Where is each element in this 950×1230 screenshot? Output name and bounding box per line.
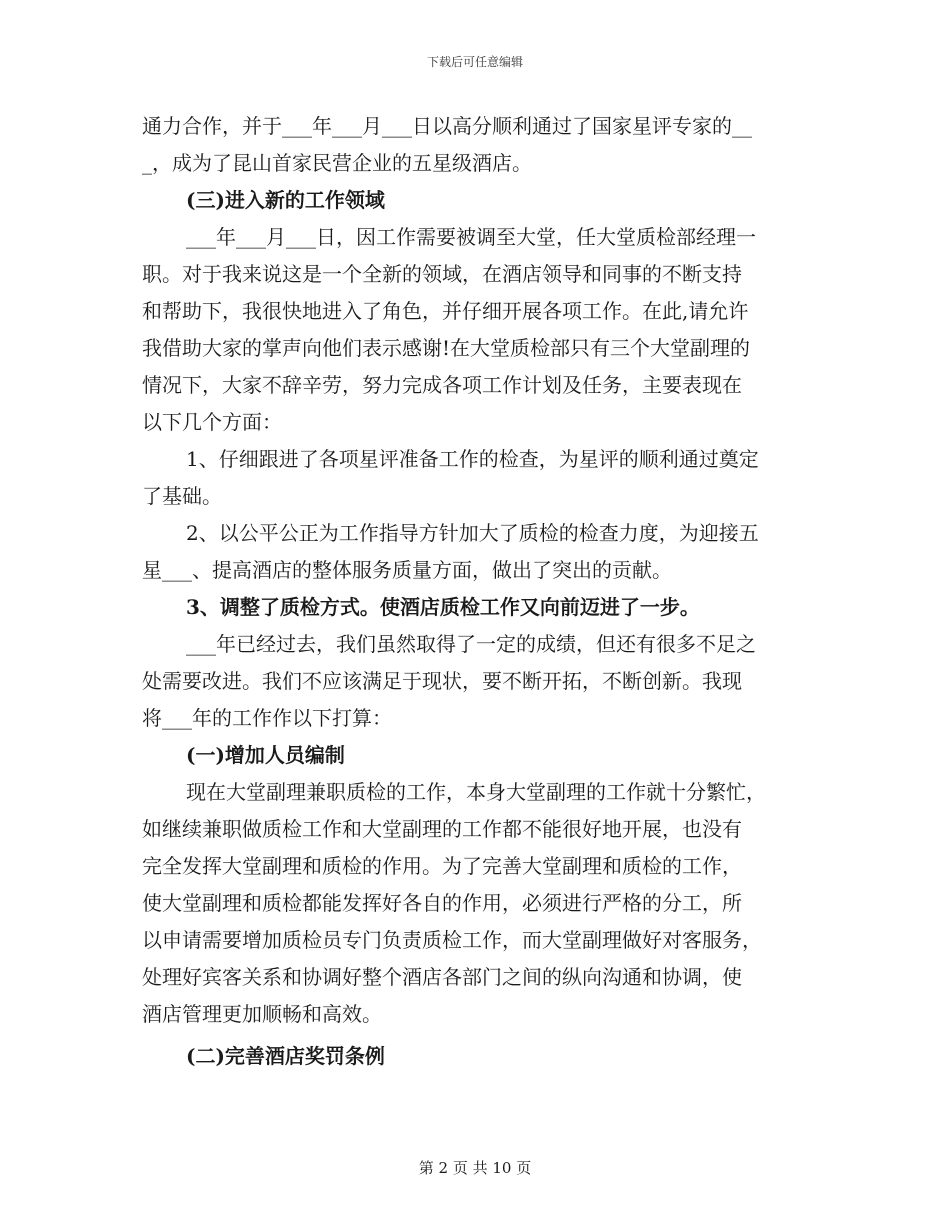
- body-line: 处需要改进。我们不应该满足于现状，要不断开拓，不断创新。我现: [142, 669, 742, 693]
- list-item: 2、以公平公正为工作指导方针加大了质检的检查力度，为迎接五: [186, 521, 759, 545]
- list-item: 1、仔细跟进了各项星评准备工作的检查，为星评的顺利通过奠定: [186, 447, 759, 471]
- body-line: ___年___月___日，因工作需要被调至大堂，任大堂质检部经理一: [186, 225, 756, 249]
- list-item-heading: 3、调整了质检方式。使酒店质检工作又向前迈进了一步。: [186, 595, 700, 619]
- page-header: 下载后可任意编辑: [426, 55, 523, 69]
- body-line: 处理好宾客关系和协调好整个酒店各部门之间的纵向沟通和协调，使: [142, 965, 742, 989]
- body-line: 以下几个方面：: [142, 410, 282, 434]
- body-line: 现在大堂副理兼职质检的工作，本身大堂副理的工作就十分繁忙，: [186, 780, 766, 804]
- section-heading: (二)完善酒店奖罚条例: [186, 1044, 385, 1068]
- body-line: 和帮助下，我很快地进入了角色，并仔细开展各项工作。在此,请允许: [142, 299, 749, 323]
- body-line: 通力合作，并于___年___月___日以高分顺利通过了国家星评专家的__: [142, 114, 752, 138]
- body-line: _，成为了昆山首家民营企业的五星级酒店。: [142, 151, 532, 175]
- body-line: 酒店管理更加顺畅和高效。: [142, 1002, 382, 1026]
- body-line: 使大堂副理和质检都能发挥好各自的作用，必须进行严格的分工，所: [142, 891, 742, 915]
- page-number: 第 2 页 共 10 页: [418, 1159, 532, 1177]
- section-heading: (一)增加人员编制: [186, 743, 345, 767]
- body-line: 情况下，大家不辞辛劳，努力完成各项工作计划及任务，主要表现在: [142, 373, 742, 397]
- body-line: 完全发挥大堂副理和质检的作用。为了完善大堂副理和质检的工作，: [142, 854, 742, 878]
- body-line: 我借助大家的掌声向他们表示感谢!在大堂质检部只有三个大堂副理的: [142, 336, 751, 360]
- document-body: [142, 108, 822, 1075]
- section-heading: (三)进入新的工作领域: [186, 188, 385, 212]
- body-line: 将___年的工作作以下打算：: [142, 706, 392, 730]
- body-line: 如继续兼职做质检工作和大堂副理的工作都不能很好地开展，也没有: [142, 817, 742, 841]
- body-line: 以申请需要增加质检员专门负责质检工作，而大堂副理做好对客服务，: [142, 928, 762, 952]
- body-line: 了基础。: [142, 484, 222, 508]
- body-line: 职。对于我来说这是一个全新的领域，在酒店领导和同事的不断支持: [142, 262, 742, 286]
- body-line: ___年已经过去，我们虽然取得了一定的成绩，但还有很多不足之: [186, 632, 756, 656]
- body-line: 星___、提高酒店的整体服务质量方面，做出了突出的贡献。: [142, 558, 672, 582]
